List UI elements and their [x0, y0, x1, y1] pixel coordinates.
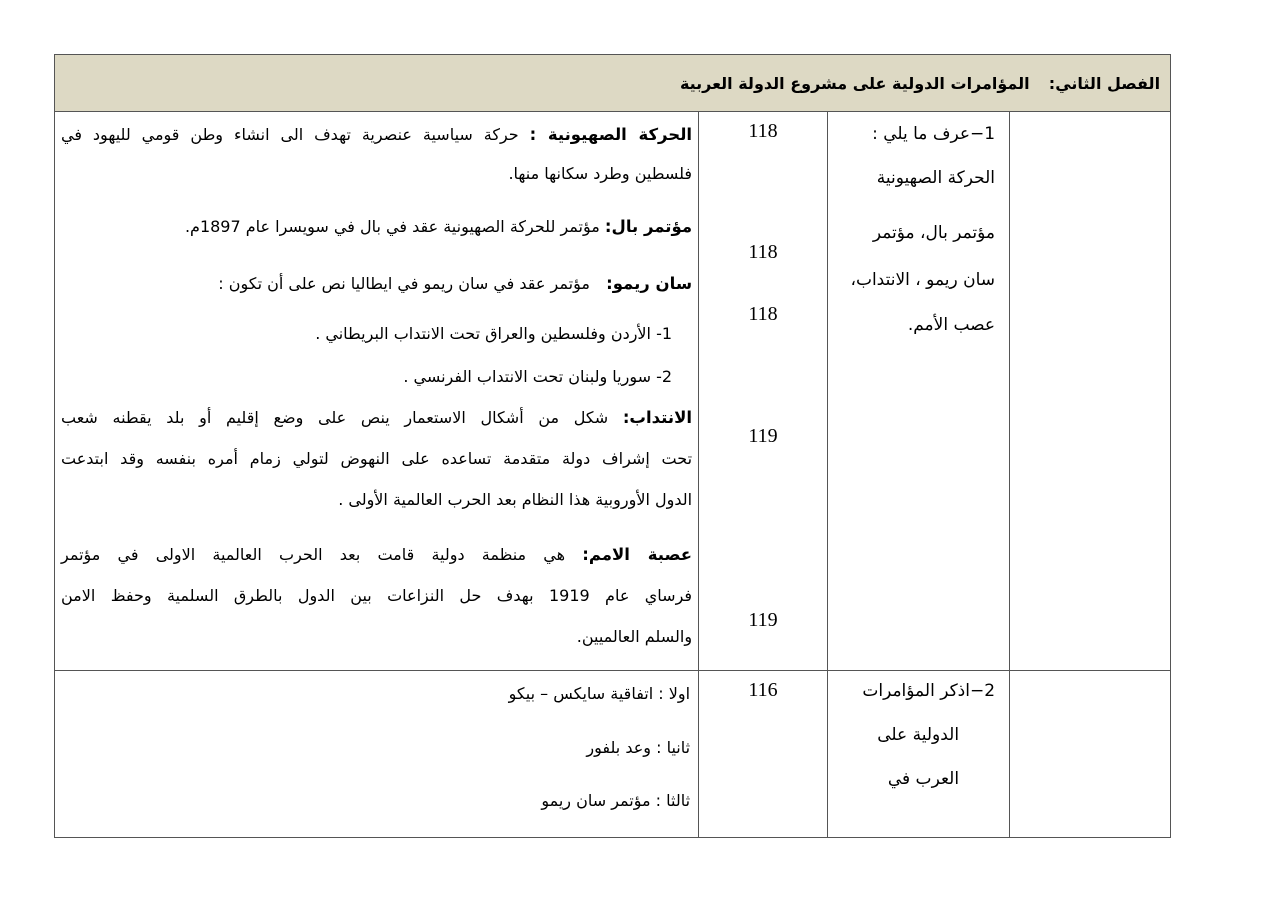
list-item: ثالثا : مؤتمر سان ريمو	[541, 791, 691, 810]
question-item: عصب الأمم.	[907, 315, 996, 335]
question-line: العرب في	[887, 769, 960, 789]
chapter-label: الفصل الثاني:	[1048, 73, 1161, 93]
answer-line: مؤتمر بال: مؤتمر للحركة الصهيونية عقد في بال في سويسرا عام 1897م.	[184, 217, 693, 236]
page-number: 118	[748, 120, 778, 142]
answer-line: فرساي عام 1919 بهدف حل النزاعات بين الدول بالطرق السلمية وحفظ الامن	[61, 586, 693, 605]
page-number: 119	[748, 609, 778, 631]
question-line: الدولية على	[877, 725, 960, 745]
list-item: اولا : اتفاقية سايكس – بيكو	[508, 684, 691, 703]
list-item: 1- الأردن وفلسطين والعراق تحت الانتداب البريطاني .	[315, 324, 673, 343]
question-title: 1−عرف ما يلي :	[872, 124, 996, 144]
header-row	[55, 55, 1171, 112]
chapter-title: المؤامرات الدولية على مشروع الدولة العربية	[679, 73, 1030, 93]
term-basel: مؤتمر بال:	[604, 217, 693, 236]
answer-line: الحركة الصهيونية : حركة سياسية عنصرية تهدف الى انشاء وطن قومي لليهود في	[61, 125, 693, 144]
page-numbers	[699, 112, 828, 671]
answer-line: والسلم العالميين.	[576, 627, 693, 646]
answer-line: عصبة الامم: هي منظمة دولية قامت بعد الحرب العالمية الاولى في مؤتمر	[61, 545, 693, 564]
list-item: 2- سوريا ولبنان تحت الانتداب الفرنسي .	[403, 367, 673, 386]
question-define	[828, 112, 1010, 671]
question-line: 2−اذكر المؤامرات	[862, 681, 996, 701]
empty-cell	[1010, 112, 1171, 671]
question-item: سان ريمو ، الانتداب،	[850, 270, 996, 290]
lesson-table	[54, 54, 1171, 838]
answers-conspiracies	[55, 671, 699, 838]
page-number: 118	[748, 303, 778, 325]
page-number: 118	[748, 241, 778, 263]
answers-definitions	[55, 112, 699, 671]
row-definitions	[55, 112, 1171, 671]
page-number: 116	[748, 679, 778, 701]
answer-line: تحت إشراف دولة متقدمة تساعده على النهوض لتولي زمام أمره بنفسه وقد ابتدعت	[61, 449, 693, 468]
chapter-header	[55, 55, 1171, 112]
question-item: مؤتمر بال، مؤتمر	[872, 223, 996, 243]
empty-cell	[1010, 671, 1171, 838]
term-league: عصبة الامم:	[582, 545, 693, 564]
page-numbers	[699, 671, 828, 838]
page-number: 119	[748, 425, 778, 447]
question-item: الحركة الصهيونية	[876, 168, 996, 188]
row-conspiracies	[55, 671, 1171, 838]
term-zionism: الحركة الصهيونية :	[529, 125, 693, 144]
answer-line: الانتداب: شكل من أشكال الاستعمار ينص على وضع إقليم أو بلد يقطنه شعب	[61, 408, 693, 427]
term-sanremo: سان ريمو:	[606, 274, 693, 293]
answer-line: الدول الأوروبية هذا النظام بعد الحرب العالمية الأولى .	[338, 490, 693, 509]
question-mention	[828, 671, 1010, 838]
list-item: ثانيا : وعد بلفور	[586, 738, 691, 757]
term-mandate: الانتداب:	[622, 408, 693, 427]
answer-line: سان ريمو: مؤتمر عقد في سان ريمو في ايطاليا نص على أن تكون :	[218, 274, 693, 293]
answer-line: فلسطين وطرد سكانها منها.	[508, 164, 693, 183]
